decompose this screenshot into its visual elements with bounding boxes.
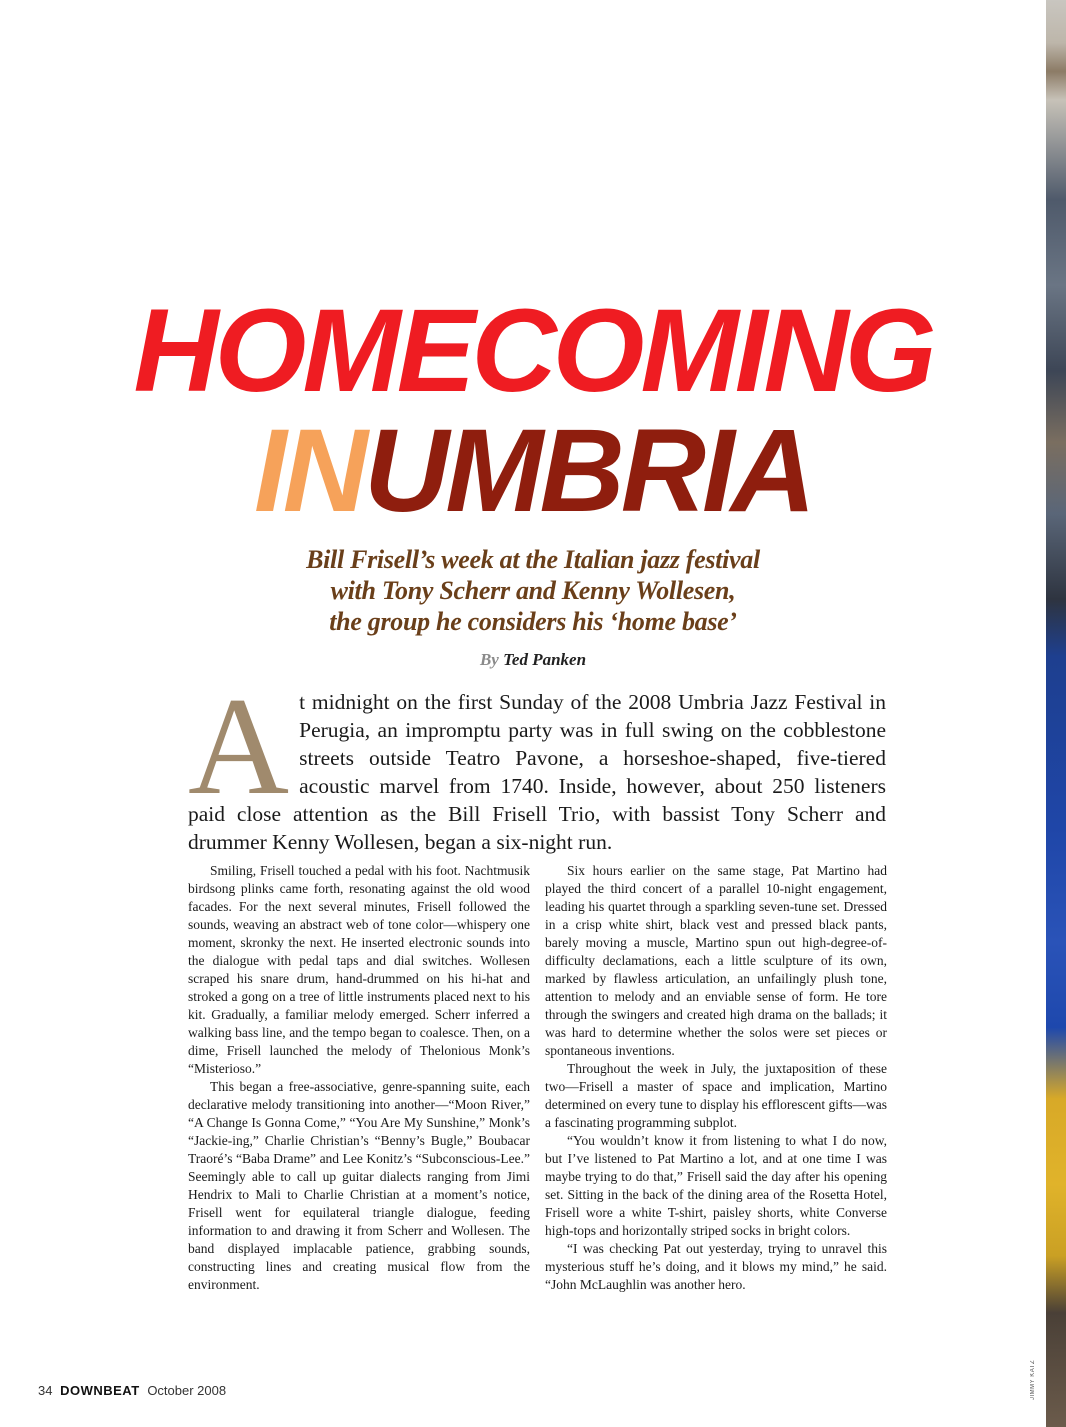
headline-line-1: HOMECOMING: [133, 285, 933, 417]
byline-author: Ted Panken: [503, 650, 587, 669]
body-paragraph: Smiling, Frisell touched a pedal with his foot. Nachtmusik birdsong plinks came forth, resonating against the old wood facades. For the next several minutes, Frisell followed the sounds, weaving an abstract web of tone color—whispery one moment, skronky the next. He inserted electronic sounds into the dialogue with pedal taps and dial switches. Wollesen scraped his snare drum, hand-drummed on his hi-hat and stroked a gong on a tree of little instruments placed next to his kit. Gradually, a familiar melody emerged. Scherr inferred a walking bass line, and the tempo began to coalesce. Then, on a dime, Frisell launched the melody of Thelonious Monk’s “Misterioso.”: [188, 863, 530, 1076]
body-paragraph: Six hours earlier on the same stage, Pat Martino had played the third concert of a parallel 10-night engagement, leading his quartet through a sparkling seven-tune set. Dressed in a crisp white shirt, black vest and pressed black pants, barely moving a muscle, Martino spun out high-degree-of-difficulty declamations, each a little sculpture of its own, marked by flawless articulation, an unfailingly plush tone, attention to melody and an enviable sense of form. He tore through the swingers and created high drama on the ballads; it was hard to determine whether the solos were set pieces or spontaneous inventions.: [545, 863, 887, 1058]
deck-line-3: the group he considers his ‘home base’: [329, 607, 737, 636]
headline-word-umbria: UMBRIA: [364, 405, 812, 537]
photo-credit: JIMMY KATZ: [1030, 1359, 1036, 1400]
body-paragraph: “I was checking Pat out yesterday, trying to unravel this mysterious stuff he’s doing, and it blows my mind,” he said. “John McLaughlin was another hero.: [545, 1241, 887, 1292]
lede-text: t midnight on the first Sunday of the 2008 Umbria Jazz Festival in Perugia, an impromptu party was in full swing on the cobblestone streets outside Teatro Pavone, a horseshoe-shaped, five-tiered acoustic marvel from 1740. Inside, however, about 250 listeners paid close attention as the Bill Frisell Trio, with bassist Tony Scherr and drummer Kenny Wollesen, began a six-night run.: [188, 690, 886, 854]
deck-line-1: Bill Frisell’s week at the Italian jazz festival: [306, 545, 760, 574]
body-column-left: [188, 862, 530, 1294]
deck-subtitle: [0, 544, 1066, 637]
magazine-name: DOWNBEAT: [60, 1383, 140, 1398]
body-paragraph: “You wouldn’t know it from listening to what I do now, but I’ve listened to Pat Martino a lot, and at one time I was maybe trying to do that,” Frisell said the day after his opening set. Sitting in the back of the dining area of the Rosetta Hotel, Frisell wore a white T-shirt, paisley shorts, white Converse high-tops and horizontally striped socks in bright colors.: [545, 1133, 887, 1238]
body-column-right: [545, 862, 887, 1294]
byline: [0, 650, 1066, 670]
headline-line-2: [0, 405, 1066, 537]
headline-word-in: IN: [254, 405, 365, 537]
drop-cap: A: [188, 669, 290, 824]
page-number: 34: [38, 1383, 53, 1398]
deck-line-2: with Tony Scherr and Kenny Wollesen,: [330, 576, 736, 605]
body-paragraph: Throughout the week in July, the juxtaposition of these two—Frisell a master of space and implication, Martino determined on every tune to display his efflorescent gifts—was a fascinating programming subplot.: [545, 1061, 887, 1130]
body-paragraph: This began a free-associative, genre-spanning suite, each declarative melody transitioning into another—“Moon River,” “A Change Is Gonna Come,” “You Are My Sunshine,” Monk’s “Jackie-ing,” Charlie Christian’s “Benny’s Bugle,” Boubacar Traoré’s “Baba Drame” and Lee Konitz’s “Subconscious-Lee.” Seemingly able to call up guitar dialects ranging from Jimi Hendrix to Mali to Charlie Christian at a moment’s notice, Frisell went for equilateral triangle dialogue, feeding information to and drawing it from Scherr and Wollesen. The band displayed implacable patience, grabbing sounds, constructing lines and creating musical flow from the environment.: [188, 1079, 530, 1292]
cover-photo-edge: [1046, 0, 1066, 1427]
issue-date: October 2008: [147, 1383, 227, 1398]
byline-prefix: By: [479, 650, 499, 669]
page-folio: [38, 1383, 226, 1398]
lede-paragraph: [188, 669, 886, 856]
